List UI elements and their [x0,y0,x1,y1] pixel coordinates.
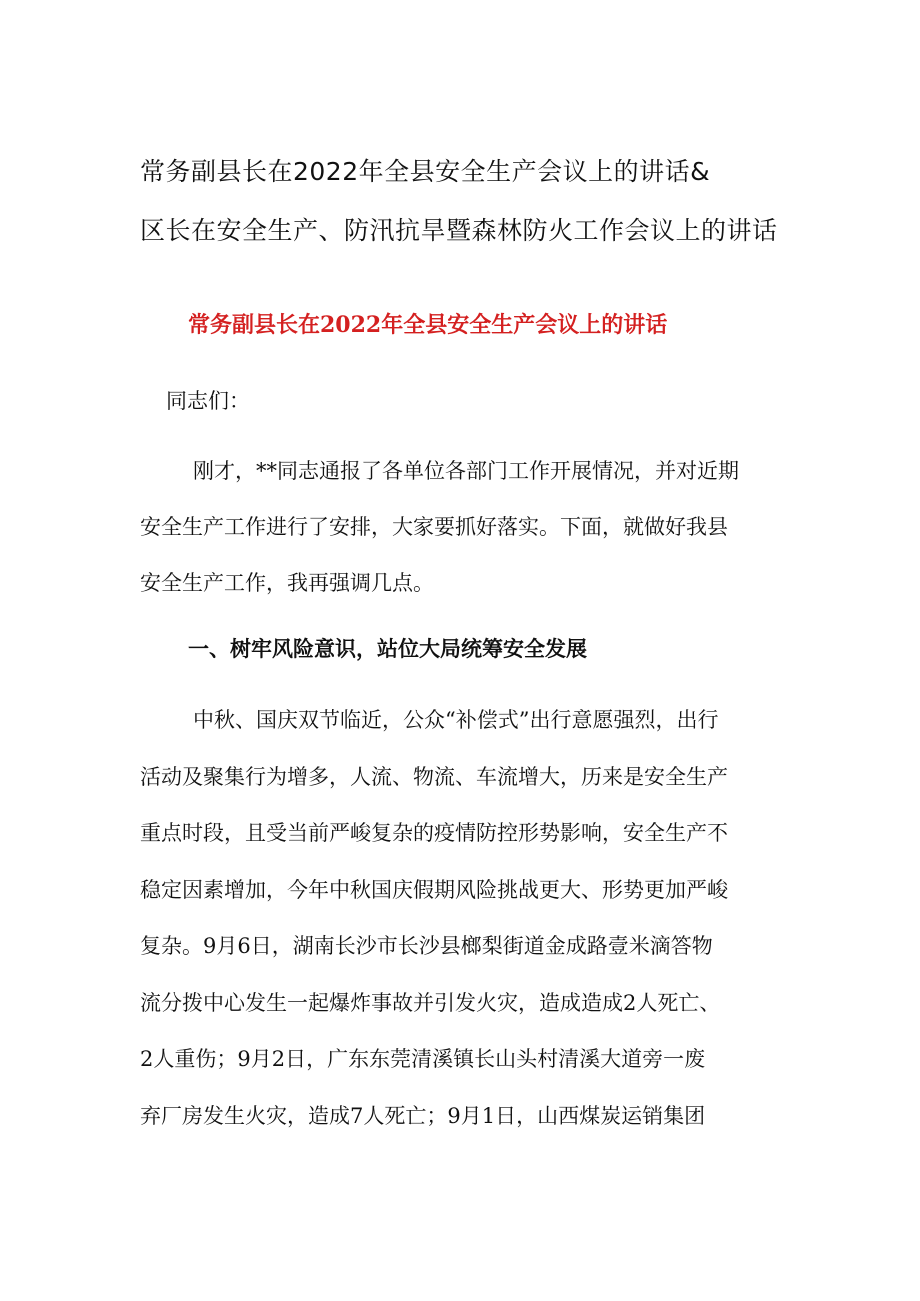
paragraph-2-line: 稳定因素增加，今年中秋国庆假期风险挑战更大、形势更加严峻 [140,878,728,902]
speech-title: 常务副县长在2022年全县安全生产会议上的讲话 [188,312,668,338]
paragraph-2-line: 活动及聚集行为增多，人流、物流、车流增大，历来是安全生产 [140,765,728,789]
paragraph-2-line: 复杂。9月6日，湖南长沙市长沙县榔梨街道金成路壹米滴答物 [140,934,713,958]
paragraph-1-line: 安全生产工作进行了安排，大家要抓好落实。下面，就做好我县 [140,515,728,539]
paragraph-1-line: 安全生产工作，我再强调几点。 [140,571,434,595]
document-title-line-2: 区长在安全生产、防汛抗旱暨森林防火工作会议上的讲话 [140,216,778,245]
paragraph-2-line: 流分拨中心发生一起爆炸事故并引发火灾，造成造成2人死亡、 [140,991,721,1015]
paragraph-2-line: 弃厂房发生火灾，造成7人死亡；9月1日，山西煤炭运销集团 [140,1104,706,1128]
paragraph-2-line: 中秋、国庆双节临近，公众“补偿式”出行意愿强烈，出行 [193,708,719,732]
paragraph-2-line: 2人重伤；9月2日，广东东莞清溪镇长山头村清溪大道旁一废 [140,1047,706,1071]
paragraph-2-line: 重点时段，且受当前严峻复杂的疫情防控形势影响，安全生产不 [140,821,728,845]
salutation: 同志们： [166,389,250,413]
section-heading-1: 一、树牢风险意识，站位大局统筹安全发展 [188,636,587,661]
document-title-line-1: 常务副县长在2022年全县安全生产会议上的讲话& [140,157,711,186]
paragraph-1-line: 刚才，**同志通报了各单位各部门工作开展情况，并对近期 [193,459,739,483]
